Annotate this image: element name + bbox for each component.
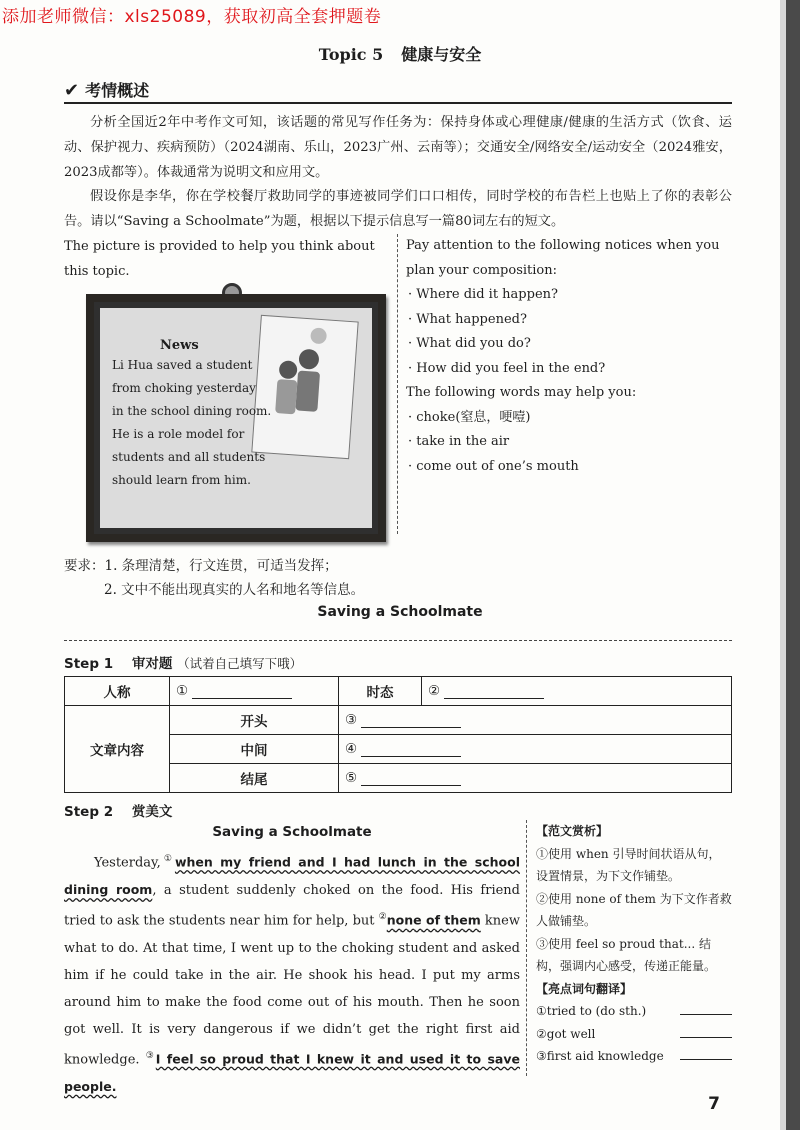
tense-label: 时态 bbox=[339, 677, 422, 706]
highlight-3: I feel so proud that I knew it and used it to save people. bbox=[64, 1050, 520, 1094]
step1-heading bbox=[64, 652, 302, 672]
composition-title: Saving a Schoolmate bbox=[317, 604, 483, 620]
check-icon: ✔ bbox=[64, 80, 80, 101]
word-item: · choke(窒息，哽噎) bbox=[408, 409, 531, 425]
step1-label: Step 1 bbox=[64, 656, 114, 672]
tense-blank[interactable] bbox=[444, 684, 544, 699]
notice-item: · How did you feel in the end? bbox=[408, 360, 606, 376]
requirement-1: 要求：1. 条理清楚，行文连贯，可适当发挥； bbox=[64, 558, 338, 574]
opening-blank[interactable] bbox=[361, 713, 461, 728]
news-line: He is a role model for bbox=[112, 427, 245, 441]
words-intro: The following words may help you: bbox=[406, 385, 637, 400]
board-surface bbox=[100, 308, 372, 528]
translation-blank[interactable] bbox=[680, 1037, 732, 1038]
phrase-item bbox=[536, 1023, 732, 1046]
person-blank[interactable] bbox=[192, 684, 292, 699]
table-row bbox=[65, 706, 732, 735]
content-label: 文章内容 bbox=[65, 706, 170, 793]
blank-marker: ① bbox=[176, 683, 189, 699]
news-line: from choking yesterday bbox=[112, 381, 256, 395]
phrase-text: ①tried to (do sth.) bbox=[536, 1004, 647, 1018]
row-label: 开头 bbox=[170, 706, 339, 735]
analysis-panel bbox=[536, 820, 732, 1068]
section-heading bbox=[64, 78, 149, 101]
analysis-item: ③使用 feel so proud that... 结构，强调内心感受，传递正能量。 bbox=[536, 936, 717, 973]
phrase-item bbox=[536, 1000, 732, 1023]
row-label: 结尾 bbox=[170, 764, 339, 793]
row-label: 中间 bbox=[170, 735, 339, 764]
picture-intro: The picture is provided to help you think about this topic. bbox=[64, 239, 375, 279]
essay-title: Saving a Schoolmate bbox=[212, 824, 372, 840]
step1-table bbox=[64, 676, 732, 793]
marker: ③ bbox=[145, 1050, 156, 1061]
section-divider bbox=[64, 102, 732, 104]
step2-label: Step 2 bbox=[64, 804, 114, 820]
news-line: in the school dining room. bbox=[112, 404, 272, 418]
phrase-item bbox=[536, 1045, 732, 1068]
news-title: News bbox=[160, 338, 199, 353]
watermark: 添加老师微信：xls25089，获取初高全套押题卷 bbox=[2, 7, 382, 27]
students-illustration bbox=[252, 316, 357, 458]
middle-blank[interactable] bbox=[361, 742, 461, 757]
news-line: should learn from him. bbox=[112, 473, 251, 487]
blank-marker: ④ bbox=[345, 741, 358, 757]
column-divider bbox=[397, 234, 398, 534]
notices-intro: Pay attention to the following notices when you plan your composition: bbox=[406, 238, 720, 278]
ending-blank[interactable] bbox=[361, 771, 461, 786]
side-divider bbox=[526, 820, 527, 1076]
step2-name: 赏美文 bbox=[131, 804, 173, 820]
notice-paper bbox=[251, 315, 358, 460]
row-cell bbox=[339, 735, 732, 764]
analysis-item: ①使用 when 引导时间状语从句，设置情景，为下文作铺垫。 bbox=[536, 846, 721, 883]
step1-name: 审对题 bbox=[131, 656, 173, 672]
translation-blank[interactable] bbox=[680, 1014, 732, 1015]
notice-item: · What happened? bbox=[408, 311, 527, 327]
phrase-text: ②got well bbox=[536, 1026, 596, 1041]
blank-marker: ⑤ bbox=[345, 770, 358, 786]
marker: ① bbox=[160, 854, 175, 864]
news-line: Li Hua saved a student bbox=[112, 358, 253, 372]
intro-paragraph: 分析全国近2年中考作文可知，该话题的常见写作任务为：保持身体或心理健康/健康的生活方式（饮食、运动、保护视力、疾病预防）（2024湖南、乐山，2023广州、云南等）；交通安全/网络安全/运动安全（2024雅安，2023成都等）。体裁通常为说明文和应用文。 bbox=[64, 115, 732, 180]
person-cell bbox=[170, 677, 339, 706]
step1-note: （试着自己填写下哦） bbox=[177, 656, 303, 671]
notices-panel bbox=[406, 234, 732, 479]
topic-number: Topic 5 bbox=[318, 45, 384, 64]
row-cell bbox=[339, 764, 732, 793]
blank-marker: ③ bbox=[345, 712, 358, 728]
highlight-2: none of them bbox=[386, 912, 481, 928]
page-title bbox=[0, 42, 800, 65]
table-row bbox=[65, 677, 732, 706]
word-item: · come out of one’s mouth bbox=[408, 458, 579, 474]
analysis-title: 【范文赏析】 bbox=[536, 824, 609, 838]
word-item: · take in the air bbox=[408, 434, 510, 449]
tense-cell bbox=[422, 677, 732, 706]
task-paragraph: 假设你是李华，你在学校餐厅救助同学的事迹被同学们口口相传，同时学校的布告栏上也贴上了你的表彰公告。请以“Saving a Schoolmate”为题，根据以下提示信息写一篇80词左右的短文。 bbox=[64, 189, 732, 229]
section-title: 考情概述 bbox=[85, 81, 150, 100]
essay-text: Yesterday, bbox=[94, 855, 161, 871]
blank-marker: ② bbox=[428, 683, 441, 699]
topic-title: 健康与安全 bbox=[401, 45, 482, 64]
essay-text: knew what to do. At that time, I went up to the choking student and asked him if he could take in the air. He shook his head. I put my arms around him to make the food come out of his mouth. Then he soon got well. It is very dangerous if we didn’t get the right first aid knowledge. bbox=[64, 913, 520, 1067]
translation-blank[interactable] bbox=[680, 1059, 732, 1060]
model-essay bbox=[64, 846, 520, 1101]
news-line: students and all students bbox=[112, 450, 266, 464]
notice-item: · What did you do? bbox=[408, 336, 531, 351]
phrases-title: 【亮点词句翻译】 bbox=[536, 981, 633, 996]
divider bbox=[64, 640, 732, 641]
page-number: 7 bbox=[708, 1094, 720, 1114]
highlight-1: when my friend and I had lunch in the school dining room bbox=[64, 854, 520, 898]
notice-item: · Where did it happen? bbox=[408, 287, 558, 302]
phrase-text: ③first aid knowledge bbox=[536, 1049, 664, 1063]
marker: ② bbox=[378, 912, 387, 923]
requirement-2: 2. 文中不能出现真实的人名和地名等信息。 bbox=[104, 582, 365, 598]
step2-heading bbox=[64, 800, 172, 820]
book-spine bbox=[786, 0, 800, 1130]
essay-text: , a student suddenly choked on the food. His friend tried to ask the students near him for help, but bbox=[64, 883, 520, 929]
row-cell bbox=[339, 706, 732, 735]
analysis-item: ②使用 none of them 为下文作者救人做铺垫。 bbox=[536, 891, 732, 928]
person-label: 人称 bbox=[65, 677, 170, 706]
notice-board bbox=[86, 294, 386, 542]
